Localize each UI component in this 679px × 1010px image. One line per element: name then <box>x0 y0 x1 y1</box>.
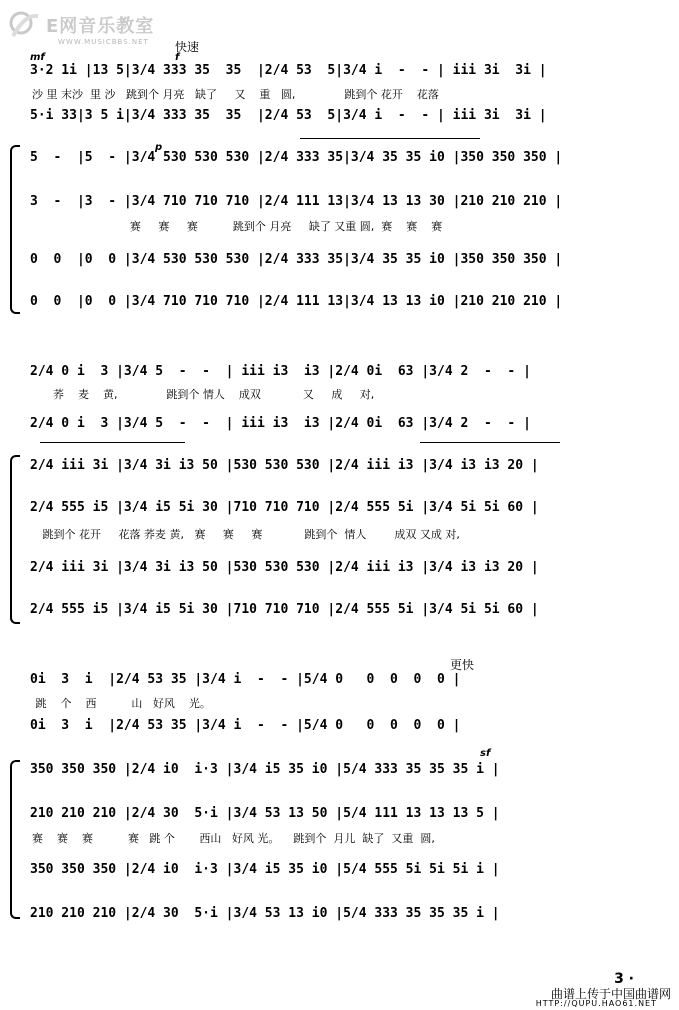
system-3-voice-1-notes: 0i 3 i |2/4 53 35 |3/4 i - - |5/4 0 0 0 0 0 | <box>30 672 461 687</box>
system-1-voice-1-lyric: 沙 里 末沙 里 沙 跳到个 月亮 缺了 又 重 圆, 跳到个 花开 花落 <box>32 88 439 101</box>
system-2-voice-6-notes: 2/4 555 i5 |3/4 i5 5i 30 |710 710 710 |2/4 555 5i |3/4 5i 5i 60 | <box>30 602 539 617</box>
footer-site-name: 曲谱上传于中国曲谱网 <box>550 987 671 1001</box>
system-1-crescendo-hairpin <box>300 138 480 139</box>
system-3-voice-5-notes: 350 350 350 |2/4 i0 i·3 |3/4 i5 35 i0 |5/4 555 5i 5i 5i i | <box>30 862 500 877</box>
system-1-voice-4-notes: 3 - |3 - |3/4 710 710 710 |2/4 111 13|3/4 13 13 30 |210 210 210 | <box>30 194 563 209</box>
system-1-voice-5-notes: 0 0 |0 0 |3/4 530 530 530 |2/4 333 35|3/4 35 35 i0 |350 350 350 | <box>30 252 563 267</box>
system-2-brace <box>10 455 20 624</box>
system-1-voice-1-notes: 3·2 1i |13 5|3/4 333 35 35 |2/4 53 5|3/4 i - - | iii 3i 3i | <box>30 63 547 78</box>
dynamic-mf: mf <box>30 52 45 63</box>
system-2-voice-1-notes: 2/4 0 i 3 |3/4 5 - - | iii i3 i3 |2/4 0i 63 |3/4 2 - - | <box>30 364 531 379</box>
system-3-voice-1-lyric: 跳 个 西 山 好风 光。 <box>32 697 211 710</box>
tempo-mark-fast: 快速 <box>175 40 200 54</box>
system-3-voice-4-notes: 210 210 210 |2/4 30 5·i |3/4 53 13 50 |5/4 111 13 13 13 5 | <box>30 806 500 821</box>
footer-url: HTTP://QUPU.HAO61.NET <box>535 999 657 1008</box>
system-3-voice-6-notes: 210 210 210 |2/4 30 5·i |3/4 53 13 i0 |5/4 333 35 35 35 i | <box>30 906 500 921</box>
system-1-voice-6-notes: 0 0 |0 0 |3/4 710 710 710 |2/4 111 13|3/4 13 13 i0 |210 210 210 | <box>30 294 563 309</box>
system-3-brace <box>10 760 20 919</box>
system-1-brace <box>10 145 20 314</box>
system-2-crescendo-hairpin-2 <box>420 442 560 443</box>
tempo-mark-faster: 更快 <box>450 658 475 672</box>
dynamic-f: f <box>175 52 180 63</box>
system-2-voice-1-lyric: 荞 麦 黄, 跳到个 情人 成双 又 成 对, <box>32 388 375 401</box>
system-2-crescendo-hairpin <box>40 442 185 443</box>
system-1-voice-2-notes: 5·i 33|3 5 i|3/4 333 35 35 |2/4 53 5|3/4 i - - | iii 3i 3i | <box>30 108 547 123</box>
watermark <box>8 10 155 46</box>
system-3-voice-3-notes: 350 350 350 |2/4 i0 i·3 |3/4 i5 35 i0 |5/4 333 35 35 35 i | <box>30 762 500 777</box>
system-2-voice-4-lyric: 跳到个 花开 花落 荞麦 黄, 赛 赛 赛 跳到个 情人 成双 又成 对, <box>32 528 460 541</box>
system-2-voice-3-notes: 2/4 iii 3i |3/4 3i i3 50 |530 530 530 |2/4 iii i3 |3/4 i3 i3 20 | <box>30 458 539 473</box>
system-2-voice-4-notes: 2/4 555 i5 |3/4 i5 5i 30 |710 710 710 |2/4 555 5i |3/4 5i 5i 60 | <box>30 500 539 515</box>
watermark-url: WWW.MUSICBBS.NET <box>58 38 149 46</box>
page-number: 3 · <box>614 971 634 987</box>
system-3-voice-4-lyric: 赛 赛 赛 赛 跳 个 西山 好风 光。 跳到个 月儿 缺了 又重 圆, <box>32 832 435 845</box>
system-3-voice-2-notes: 0i 3 i |2/4 53 35 |3/4 i - - |5/4 0 0 0 0 0 | <box>30 718 461 733</box>
dynamic-p: p <box>155 142 163 153</box>
system-2-voice-2-notes: 2/4 0 i 3 |3/4 5 - - | iii i3 i3 |2/4 0i 63 |3/4 2 - - | <box>30 416 531 431</box>
watermark-logo-icon <box>8 10 42 40</box>
system-1-voice-4-lyric: 赛 赛 赛 跳到个 月亮 缺了 又重 圆, 赛 赛 赛 <box>32 220 443 233</box>
dynamic-sf: sf <box>480 748 491 759</box>
system-1-voice-3-notes: 5 - |5 - |3/4 530 530 530 |2/4 333 35|3/4 35 35 i0 |350 350 350 | <box>30 150 563 165</box>
watermark-brand: E网音乐教室 <box>46 16 155 37</box>
system-2-voice-5-notes: 2/4 iii 3i |3/4 3i i3 50 |530 530 530 |2/4 iii i3 |3/4 i3 i3 20 | <box>30 560 539 575</box>
